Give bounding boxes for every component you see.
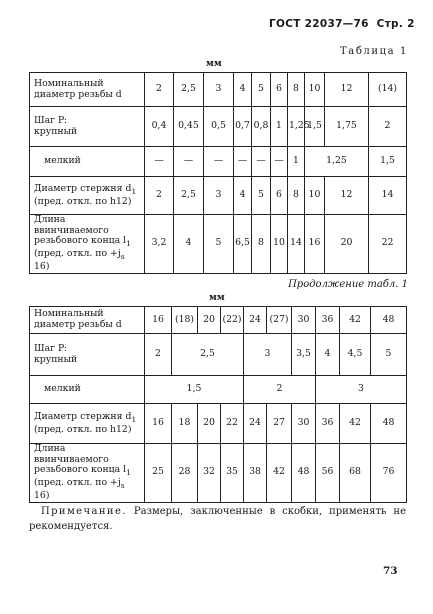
cell: (14) [369, 73, 407, 107]
cell: 6 [271, 177, 288, 215]
cell: 4 [234, 73, 252, 107]
cell: 76 [371, 444, 407, 503]
cell: 42 [267, 444, 292, 503]
cell: 48 [371, 404, 407, 444]
row-label-pitch: Шаг P: крупный [30, 107, 145, 147]
cell: 20 [198, 404, 221, 444]
cell: 16 [305, 215, 325, 274]
cell-dash: — [145, 147, 174, 177]
cell: 8 [288, 177, 305, 215]
cell: 5 [204, 215, 234, 274]
cell: 25 [145, 444, 172, 503]
cell: 3 [316, 376, 407, 404]
cell: 0,45 [174, 107, 204, 147]
row-label-length: Длина ввинчиваемого резьбового конца $l_1$ (пред. откл. по $+j_s$ 16) [30, 215, 145, 274]
cell: 24 [244, 404, 267, 444]
cell: 1,25 [305, 147, 369, 177]
table2-unit: мм [209, 293, 225, 303]
cell: 2 [145, 177, 174, 215]
cell: 35 [221, 444, 244, 503]
cell: 22 [369, 215, 407, 274]
cell: 20 [325, 215, 369, 274]
cell: 1 [271, 107, 288, 147]
cell: 0,8 [252, 107, 271, 147]
row-label-diameter: Номинальный диаметр резьбы d [30, 73, 145, 107]
cell: 27 [267, 404, 292, 444]
table1-unit: мм [206, 59, 222, 69]
cell: 3 [204, 73, 234, 107]
cell-dash: — [271, 147, 288, 177]
row-label-length: Длина ввинчиваемого резьбового конца $l_1$ (пред. откл. по $+j_s$ 16) [30, 444, 145, 503]
cell: 4 [316, 334, 340, 376]
cell: (18) [172, 307, 198, 334]
cell: 48 [371, 307, 407, 334]
cell-dash: — [234, 147, 252, 177]
row-label-fine: мелкий [30, 147, 145, 177]
cell: 10 [305, 177, 325, 215]
footnote [29, 505, 406, 534]
table-1 [29, 72, 407, 274]
table2-row-shank [30, 404, 407, 444]
page-number: 73 [383, 565, 398, 577]
cell: 5 [252, 177, 271, 215]
row-label-shank: Диаметр стержня $d_1$ (пред. откл. по h12) [30, 177, 145, 215]
note-text: Размеры, заключенные в скобки, применять не рекомендуется. [29, 506, 406, 532]
cell: 12 [325, 73, 369, 107]
cell: 16 [145, 307, 172, 334]
row-label-shank: Диаметр стержня $d_1$ (пред. откл. по h12) [30, 404, 145, 444]
cell: 3,5 [292, 334, 316, 376]
cell: 2 [145, 73, 174, 107]
cell: 5 [371, 334, 407, 376]
table1-row-length [30, 215, 407, 274]
cell-dash: — [204, 147, 234, 177]
cell: 30 [292, 404, 316, 444]
cell: 32 [198, 444, 221, 503]
table1-row-pitch-fine [30, 147, 407, 177]
table1-row-diameter [30, 73, 407, 107]
cell: 2,5 [172, 334, 244, 376]
cell: 5 [252, 73, 271, 107]
cell: 28 [172, 444, 198, 503]
cell: 0,5 [204, 107, 234, 147]
cell: 2 [369, 107, 407, 147]
cell: 2,5 [174, 177, 204, 215]
cell: 20 [198, 307, 221, 334]
table1-row-pitch-coarse [30, 107, 407, 147]
table2-row-pitch-coarse [30, 334, 407, 376]
cell: 10 [271, 215, 288, 274]
row-label-fine: мелкий [30, 376, 145, 404]
cell: 18 [172, 404, 198, 444]
cell: 1,5 [305, 107, 325, 147]
header-page-number: 2 [407, 18, 415, 30]
table2-row-length [30, 444, 407, 503]
cell: 16 [145, 404, 172, 444]
cell: 4 [174, 215, 204, 274]
page-word: Стр. [376, 18, 404, 30]
cell: 6,5 [234, 215, 252, 274]
cell: 4 [234, 177, 252, 215]
cell: 1 [288, 147, 305, 177]
note-lead: Примечание. [41, 506, 127, 517]
page-header [269, 18, 415, 30]
cell: 14 [288, 215, 305, 274]
cell: 14 [369, 177, 407, 215]
cell: (22) [221, 307, 244, 334]
cell: 8 [288, 73, 305, 107]
row-label-diameter: Номинальный диаметр резьбы d [30, 307, 145, 334]
cell: 4,5 [340, 334, 371, 376]
cell: 3 [244, 334, 292, 376]
cell: 3 [204, 177, 234, 215]
cell-dash: — [174, 147, 204, 177]
cell: 2 [145, 334, 172, 376]
table2-row-diameter [30, 307, 407, 334]
cell: 68 [340, 444, 371, 503]
table1-row-shank [30, 177, 407, 215]
continuation-caption: Продолжение табл. 1 [288, 279, 408, 290]
cell: 48 [292, 444, 316, 503]
standard-code: ГОСТ 22037—76 [269, 18, 369, 30]
cell: 12 [325, 177, 369, 215]
cell: 1,5 [145, 376, 244, 404]
cell: 38 [244, 444, 267, 503]
cell-dash: — [252, 147, 271, 177]
cell: 1,75 [325, 107, 369, 147]
cell: 0,4 [145, 107, 174, 147]
row-label-pitch: Шаг P: крупный [30, 334, 145, 376]
cell: 2 [244, 376, 316, 404]
cell: 8 [252, 215, 271, 274]
cell: 42 [340, 307, 371, 334]
cell: 42 [340, 404, 371, 444]
cell: 22 [221, 404, 244, 444]
cell: 2,5 [174, 73, 204, 107]
cell: 3,2 [145, 215, 174, 274]
cell: 10 [305, 73, 325, 107]
cell: 0,7 [234, 107, 252, 147]
table-2 [29, 306, 407, 503]
cell: 24 [244, 307, 267, 334]
cell: 30 [292, 307, 316, 334]
cell: 1,25 [288, 107, 305, 147]
table-caption: Таблица 1 [339, 46, 408, 57]
cell: 1,5 [369, 147, 407, 177]
cell: 36 [316, 404, 340, 444]
cell: (27) [267, 307, 292, 334]
cell: 6 [271, 73, 288, 107]
cell: 56 [316, 444, 340, 503]
table2-row-pitch-fine [30, 376, 407, 404]
cell: 36 [316, 307, 340, 334]
